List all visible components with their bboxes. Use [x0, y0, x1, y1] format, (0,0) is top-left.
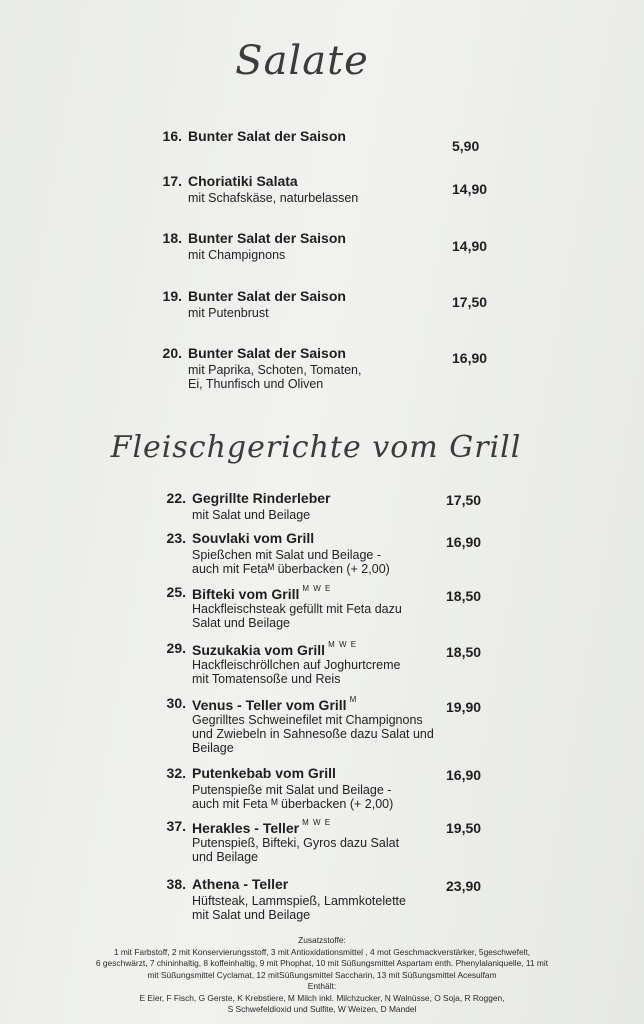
- item-name: [192, 640, 357, 658]
- item-name: [192, 584, 331, 602]
- item-description: Putenspieß, Bifteki, Gyros dazu Salat: [192, 836, 400, 850]
- item-number: 37.: [166, 818, 186, 834]
- item-description: Ei, Thunfisch und Oliven: [188, 377, 324, 391]
- item-number: 25.: [166, 584, 186, 600]
- item-name-text: Putenkebab vom Grill: [192, 765, 336, 781]
- item-number: 17.: [162, 173, 182, 189]
- item-price: 14,90: [452, 181, 488, 197]
- item-name: [188, 288, 346, 304]
- item-price: 5,90: [452, 138, 480, 154]
- item-name: [192, 765, 336, 781]
- item-description: Gegrilltes Schweinefilet mit Champignons: [192, 713, 423, 727]
- item-number: 19.: [162, 288, 182, 304]
- item-price: 17,50: [446, 492, 482, 508]
- item-name-text: Gegrillte Rinderleber: [192, 490, 331, 506]
- item-description: Hackfleischröllchen auf Joghurtcreme: [192, 658, 401, 672]
- item-name-text: Athena - Teller: [192, 876, 289, 892]
- item-description: Spießchen mit Salat und Beilage -: [192, 548, 381, 562]
- item-price: 14,90: [452, 238, 488, 254]
- item-name: [188, 230, 346, 246]
- item-name-text: Venus - Teller vom Grill: [192, 697, 347, 713]
- item-name-text: Choriatiki Salata: [188, 173, 298, 189]
- item-description: auch mit Feta ᴹ überbacken (+ 2,00): [192, 797, 394, 811]
- item-description: mit Putenbrust: [188, 306, 269, 320]
- footer-line: 6 geschwärzt, 7 chininhaltig, 8 koffeinhaltig, 9 mit Phophat, 10 mit Süßungsmittel Aspartam enth. Phenylalaniquelle, 11 mit: [95, 958, 549, 968]
- item-description: auch mit Fetaᴹ überbacken (+ 2,00): [192, 562, 390, 576]
- item-number: 32.: [166, 765, 186, 781]
- item-number: 38.: [166, 876, 186, 892]
- item-name-text: Souvlaki vom Grill: [192, 530, 315, 546]
- item-name: [188, 173, 298, 189]
- item-description: und Beilage: [192, 850, 259, 864]
- footer-line: Zusatzstoffe:: [298, 935, 346, 945]
- item-number: 16.: [162, 128, 182, 144]
- item-price: 16,90: [452, 350, 488, 366]
- item-number: 20.: [162, 345, 182, 361]
- item-price: 18,50: [446, 588, 482, 604]
- item-price: 16,90: [446, 767, 482, 783]
- item-name: [188, 345, 346, 361]
- item-description: mit Salat und Beilage: [192, 508, 311, 522]
- footer-line: 1 mit Farbstoff, 2 mit Konservierungsstoff, 3 mit Antioxidationsmittel , 4 mot Geschmackverstärker, 5geschwefelt,: [113, 946, 531, 957]
- item-name: [192, 876, 288, 892]
- item-name-text: Bunter Salat der Saison: [188, 345, 346, 361]
- item-description: mit Schafskäse, naturbelassen: [188, 191, 359, 205]
- item-description: Hackfleischsteak gefüllt mit Feta dazu: [192, 602, 402, 616]
- item-price: 19,90: [446, 699, 482, 715]
- allergen-marker: M: [349, 695, 358, 704]
- item-description: Salat und Beilage: [192, 616, 290, 630]
- item-name-text: Herakles - Teller: [192, 820, 300, 836]
- item-price: 16,90: [446, 534, 482, 550]
- item-name-text: Suzukakia vom Grill: [192, 642, 326, 658]
- footer-line: S Schwefeldioxid und Sulfite, W Weizen, D Mandel: [227, 1004, 417, 1014]
- item-price: 19,50: [446, 820, 482, 836]
- item-description: Putenspieße mit Salat und Beilage -: [192, 783, 392, 797]
- item-number: 29.: [166, 640, 186, 656]
- item-name-text: Bunter Salat der Saison: [188, 288, 346, 304]
- section-title-salate: Salate: [235, 38, 369, 84]
- item-name: [192, 490, 330, 506]
- item-number: 30.: [166, 695, 186, 711]
- item-price: 23,90: [446, 878, 482, 894]
- item-description: mit Salat und Beilage: [192, 908, 311, 922]
- item-name: [188, 128, 346, 144]
- footer-line: E Eier, F Fisch, G Gerste, K Krebstiere, M Milch inkl. Milchzucker, N Walnüsse, O Soja, R Roggen,: [139, 992, 505, 1003]
- allergen-marker: M W E: [328, 640, 358, 649]
- item-description: mit Champignons: [188, 248, 286, 262]
- item-description: mit Tomatensoße und Reis: [192, 672, 341, 686]
- item-number: 22.: [166, 490, 186, 506]
- item-price: 18,50: [446, 644, 482, 660]
- footer-line: Enthält:: [307, 981, 337, 991]
- allergen-marker: M W E: [302, 818, 332, 827]
- item-name: [192, 530, 314, 546]
- footer-line: mit Süßungsmittel Cyclamat, 12 mitSüßungsmittel Saccharin, 13 mit Süßungsmittel Acesulfam: [147, 969, 497, 980]
- item-number: 23.: [166, 530, 186, 546]
- item-description: Hüftsteak, Lammspieß, Lammkotelette: [192, 894, 406, 908]
- item-name-text: Bunter Salat der Saison: [188, 230, 346, 246]
- section-title-grill: Fleischgerichte vom Grill: [110, 430, 522, 465]
- item-description: und Zwiebeln in Sahnesoße dazu Salat und: [192, 727, 434, 741]
- item-number: 18.: [162, 230, 182, 246]
- item-name: [192, 818, 331, 836]
- item-name-text: Bunter Salat der Saison: [188, 128, 346, 144]
- footer-additives: [0, 935, 644, 1016]
- item-name: [192, 695, 357, 713]
- allergen-marker: M W E: [302, 584, 332, 593]
- item-description: mit Paprika, Schoten, Tomaten,: [188, 363, 362, 377]
- item-price: 17,50: [452, 294, 488, 310]
- item-description: Beilage: [192, 741, 234, 755]
- item-name-text: Bifteki vom Grill: [192, 586, 300, 602]
